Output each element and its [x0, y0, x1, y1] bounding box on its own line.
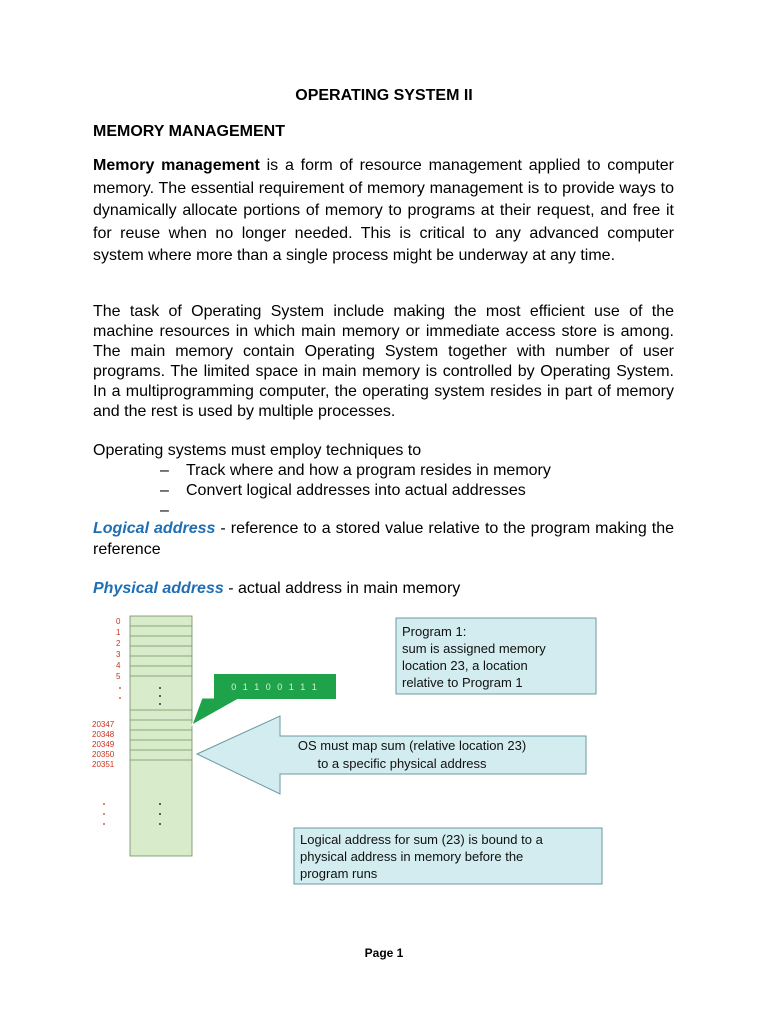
- memory-mapping-figure: [92, 612, 612, 881]
- list-item: [160, 461, 551, 481]
- list-item-text: Convert logical addresses into actual addresses: [186, 482, 526, 499]
- address-label: 20348: [92, 730, 115, 739]
- mapping-arrow-line: to a specific physical address: [317, 756, 487, 771]
- program-callout-line: sum is assigned memory: [402, 641, 546, 656]
- physical-address-term: Physical address: [93, 580, 224, 597]
- address-label: 5: [116, 672, 121, 681]
- mapping-arrow-line: OS must map sum (relative location 23): [297, 738, 527, 753]
- binding-callout-line: program runs: [300, 866, 378, 881]
- logical-address-term: Logical address: [93, 520, 216, 537]
- address-label: 20349: [92, 740, 115, 749]
- physical-address-text: - actual address in main memory: [223, 580, 461, 597]
- address-label: 20351: [92, 760, 115, 769]
- logical-address-definition: [93, 518, 674, 560]
- address-label: 20350: [92, 750, 115, 759]
- memory-management-text: is a form of resource management applied to computer memory. The essential requirement of memory management is to provide ways to dynamically allocate portions of memory to programs at their request, and free it for reuse when no longer needed. This is critical to any advanced computer system where more than a single process might be underway at any time.: [93, 157, 674, 264]
- techniques-intro: Operating systems must employ techniques to: [93, 442, 422, 459]
- program-callout-line: Program 1:: [402, 624, 467, 639]
- program-callout-line: location 23, a location: [402, 658, 528, 673]
- mapping-arrow: [197, 716, 586, 794]
- page-number: Page 1: [364, 946, 404, 960]
- memory-management-term: Memory management: [93, 157, 260, 174]
- address-label: 1: [116, 628, 121, 637]
- memory-column: [130, 616, 192, 856]
- bullet-dash: –: [160, 502, 169, 519]
- binding-callout-line: Logical address for sum (23) is bound to a: [300, 832, 543, 847]
- logical-address-text: - reference to a stored value relative to the program making the reference: [93, 520, 674, 558]
- list-item: [160, 481, 551, 501]
- address-label: 3: [116, 650, 121, 659]
- address-label: 2: [116, 639, 121, 648]
- program-callout-line: relative to Program 1: [402, 675, 523, 690]
- binary-callout-pointer: [192, 698, 240, 725]
- operating-system-task-paragraph: The task of Operating System include making the most efficient use of the machine resources in which main memory or immediate access store is among. The main memory contain Operating System together with number of user programs. The limited space in main memory is controlled by Operating System. In a multiprogramming computer, the operating system resides in part of memory and the rest is used by multiple processes.: [93, 303, 674, 420]
- binary-value: 0 1 1 0 0 1 1 1: [231, 682, 319, 692]
- techniques-list: [160, 461, 551, 521]
- memory-management-paragraph: [93, 155, 674, 268]
- bullet-dash: –: [160, 482, 169, 499]
- document-title: OPERATING SYSTEM II: [295, 87, 473, 104]
- physical-address-definition: [93, 578, 674, 599]
- address-label: 4: [116, 661, 121, 670]
- binding-callout-line: physical address in memory before the: [300, 849, 524, 864]
- section-heading: MEMORY MANAGEMENT: [93, 123, 285, 140]
- list-item-text: Track where and how a program resides in memory: [186, 462, 551, 479]
- address-label: 0: [116, 617, 121, 626]
- address-label: 20347: [92, 720, 115, 729]
- bullet-dash: –: [160, 462, 169, 479]
